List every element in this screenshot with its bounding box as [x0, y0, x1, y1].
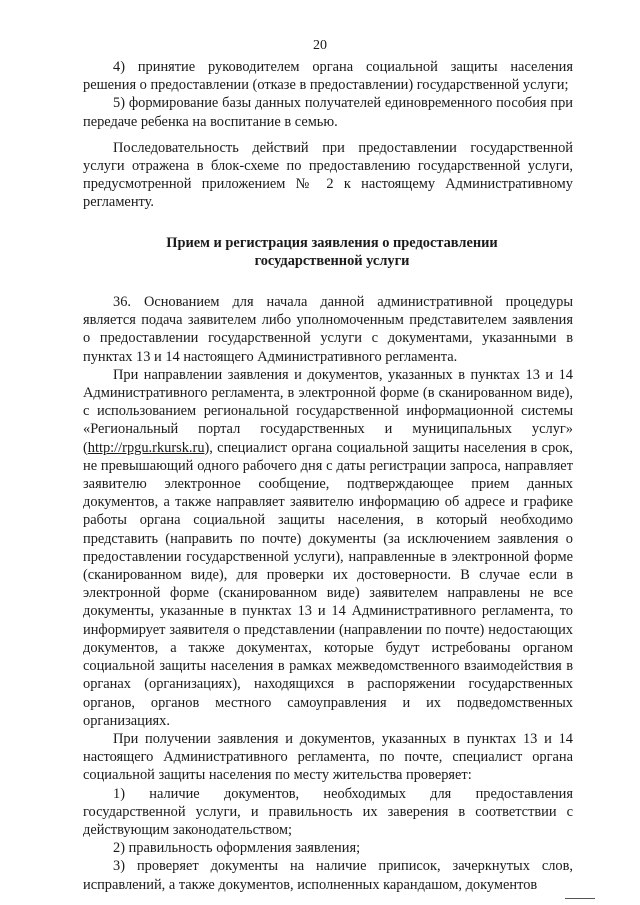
page-number: 20 [313, 38, 327, 53]
scan-mark [565, 898, 595, 899]
mail-paragraph: При получении заявления и документов, указанных в пунктах 13 и 14 настоящего Административного регламента, по почте, специалист органа социальной защиты населения по месту жительства проверяет: [83, 730, 573, 784]
paragraph-36: 36. Основанием для начала данной административной процедуры является подача заявителем либо уполномоченным представителем заявления о предоставлении государственной услуги с документами, указанными в пунктах 13 и 14 настоящего Административного регламента. [83, 294, 573, 365]
list-item: 5) формирование базы данных получателей единовременного пособия при передаче ребенка на воспитание в семью. [83, 95, 573, 130]
page-body [83, 58, 573, 894]
portal-link[interactable]: http://rpgu.rkursk.ru [87, 439, 205, 456]
section-heading [83, 234, 573, 270]
electronic-text-part: ), специалист органа социальной защиты населения в срок, не превышающий одного рабочего дня с даты регистрации запроса, направляет заявителю электронное сообщение, подтверждающее прием данных документов, а также направляет заявителю информацию об адресе и графике работы органа социальной защиты населения, в который необходимо представить (направить по почте) документы (за исключением заявления о предоставлении государственной услуги), направленные в электронной форме (сканированном виде), для проверки их достоверности. В случае если в электронной форме (сканированном виде) заявителем направлены не все документы, указанные в пунктах 13 и 14 Административного регламента, то информирует заявителя о представлении (направлении по почте) недостающих документов, а также документах, которые будут истребованы органом социальной защиты населения в рамках межведомственного взаимодействия в органах (организациях), находящихся в распоряжении государственных органов, органов местного самоуправления и их подведомственных организациях. [83, 439, 573, 729]
electronic-submission-paragraph [83, 366, 573, 730]
check-item: 2) правильность оформления заявления; [113, 840, 361, 857]
section-heading-line: Прием и регистрация заявления о предоставлении [166, 234, 498, 251]
section-heading-line: государственной услуги [254, 252, 410, 269]
check-item: 1) наличие документов, необходимых для предоставления государственной услуги, и правильность их заверения в соответствии с действующим законодательством; [83, 785, 573, 838]
sequence-paragraph: Последовательность действий при предоставлении государственной услуги отражена в блок-схеме по предоставлению государственной услуги, предусмотренной приложением № 2 к настоящему Административному регламенту. [83, 139, 573, 211]
list-item: 4) принятие руководителем органа социальной защиты населения решения о предоставлении (отказе в предоставлении) государственной услуги; [83, 59, 573, 94]
electronic-text-part: При направлении заявления и документов, указанных в пунктах 13 и 14 Административного регламента, в электронной форме (в сканированном виде), с использованием региональной государственной информационной системы «Региональный портал государственных и муниципальных услуг» ( [83, 366, 573, 456]
check-item: 3) проверяет документы на наличие приписок, зачеркнутых слов, исправлений, а также документов, исполненных карандашом, документов [83, 858, 573, 893]
